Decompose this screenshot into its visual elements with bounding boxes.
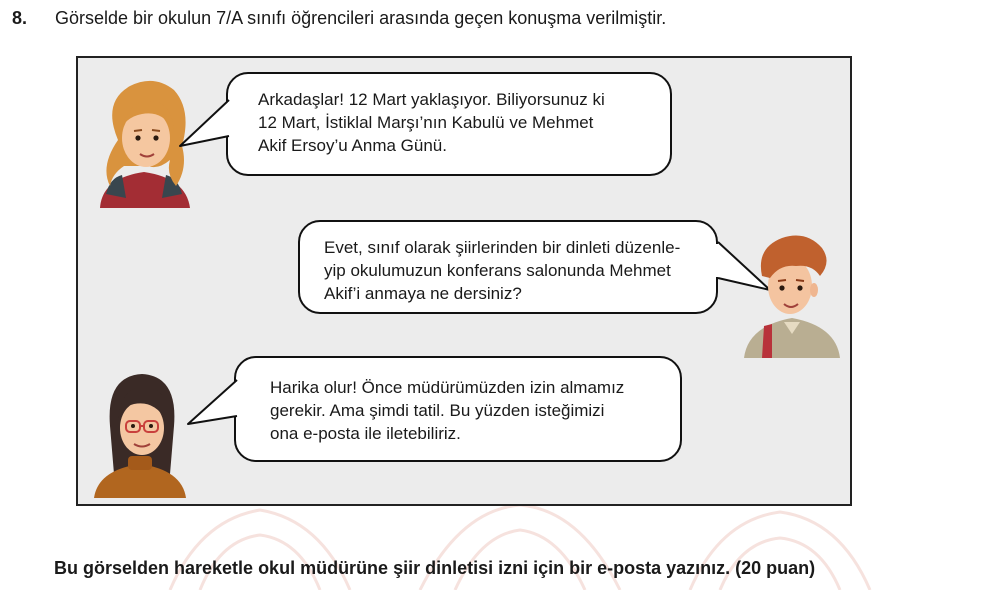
bubble-3-tail bbox=[186, 378, 240, 428]
bubble-2-line-1: Evet, sınıf olarak şiirlerinden bir dinleti düzenle- bbox=[324, 238, 681, 257]
bubble-3-line-3: ona e-posta ile iletebiliriz. bbox=[270, 424, 461, 443]
bubble-3-line-2: gerekir. Ama şimdi tatil. Bu yüzden isteğimizi bbox=[270, 401, 605, 420]
bubble-1-tail bbox=[178, 98, 232, 148]
boy-red-hair-avatar bbox=[740, 230, 844, 358]
bubble-1-line-2: 12 Mart, İstiklal Marşı’nın Kabulü ve Mehmet bbox=[258, 113, 594, 132]
bubble-1-line-1: Arkadaşlar! 12 Mart yaklaşıyor. Biliyorsunuz ki bbox=[258, 90, 605, 109]
bubble-2-line-2: yip okulumuzun konferans salonunda Mehmet bbox=[324, 261, 671, 280]
bubble-3-line-1: Harika olur! Önce müdürümüzden izin almamız bbox=[270, 378, 625, 397]
dialogue-scene bbox=[76, 56, 852, 506]
bubble-2-line-3: Akif’i anmaya ne dersiniz? bbox=[324, 284, 522, 303]
question-number: 8. bbox=[12, 8, 28, 28]
speech-bubble-1 bbox=[226, 72, 672, 176]
question-text: Görselde bir okulun 7/A sınıfı öğrencileri arasında geçen konuşma verilmiştir. bbox=[55, 8, 667, 28]
girl-glasses-avatar bbox=[88, 366, 192, 498]
speech-bubble-3 bbox=[234, 356, 682, 462]
speech-bubble-2 bbox=[298, 220, 718, 314]
bubble-1-line-3: Akif Ersoy’u Anma Günü. bbox=[258, 136, 447, 155]
task-instruction: Bu görselden hareketle okul müdürüne şiir dinletisi izni için bir e-posta yazınız. (20 puan) bbox=[54, 558, 816, 578]
